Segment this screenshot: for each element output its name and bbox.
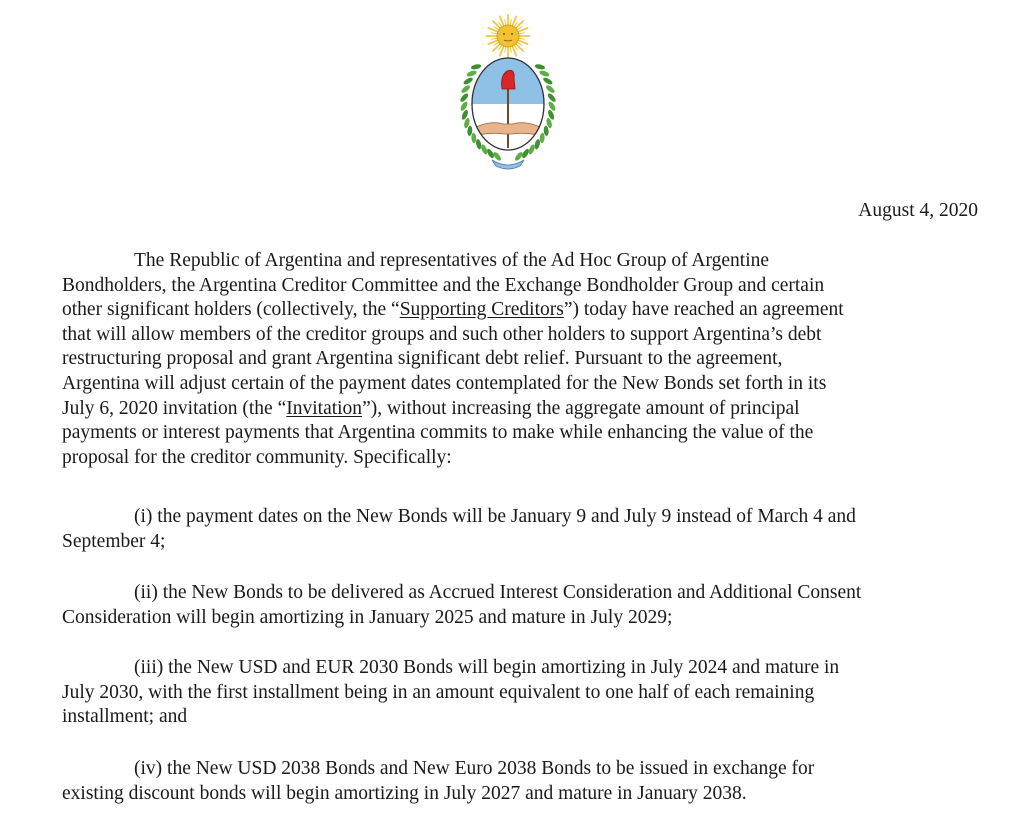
ribbon bbox=[492, 160, 524, 169]
paragraph-line: September 4; bbox=[62, 530, 166, 552]
argentina-coat-of-arms-icon bbox=[452, 10, 564, 176]
intro-paragraph bbox=[62, 249, 972, 470]
paragraph-line: (i) the payment dates on the New Bonds will be January 9 and July 9 instead of March 4 and bbox=[134, 506, 856, 527]
paragraph-line: installment; and bbox=[62, 706, 188, 728]
paragraph-line: July 6, 2020 invitation (the “Invitation”), without increasing the aggregate amount of principal bbox=[62, 397, 800, 419]
shield bbox=[470, 56, 546, 152]
list-item-iii bbox=[62, 656, 972, 730]
paragraph-line: Argentina will adjust certain of the payment dates contemplated for the New Bonds set forth in its bbox=[62, 372, 827, 394]
paragraph-line: (ii) the New Bonds to be delivered as Accrued Interest Consideration and Additional Consent bbox=[134, 582, 862, 603]
list-item-ii bbox=[62, 581, 972, 630]
sun-icon bbox=[497, 25, 519, 47]
paragraph-line: The Republic of Argentina and representatives of the Ad Hoc Group of Argentine bbox=[134, 250, 770, 271]
list-item-i bbox=[62, 505, 972, 554]
paragraph-line: proposal for the creditor community. Specifically: bbox=[62, 446, 452, 468]
paragraph-line: restructuring proposal and grant Argentina significant debt relief. Pursuant to the agreement, bbox=[62, 348, 783, 370]
paragraph-line: that will allow members of the creditor groups and such other holders to support Argentina’s debt bbox=[62, 323, 822, 345]
defined-term-invitation: Invitation bbox=[286, 397, 363, 419]
paragraph-line: July 2030, with the first installment being in an amount equivalent to one half of each remaining bbox=[62, 681, 815, 703]
paragraph-line: payments or interest payments that Argentina commits to make while enhancing the value of the bbox=[62, 422, 814, 444]
paragraph-line: (iii) the New USD and EUR 2030 Bonds will begin amortizing in July 2024 and mature in bbox=[134, 657, 840, 678]
letter-date: August 4, 2020 bbox=[858, 200, 978, 221]
clasped-hands-icon bbox=[474, 123, 542, 136]
paragraph-line: Consideration will begin amortizing in January 2025 and mature in July 2029; bbox=[62, 606, 673, 628]
paragraph-line: existing discount bonds will begin amortizing in July 2027 and mature in January 2038. bbox=[62, 782, 747, 804]
paragraph-line: (iv) the New USD 2038 Bonds and New Euro 2038 Bonds to be issued in exchange for bbox=[134, 758, 815, 779]
defined-term-supporting-creditors: Supporting Creditors bbox=[399, 299, 564, 321]
paragraph-line: Bondholders, the Argentina Creditor Committee and the Exchange Bondholder Group and certain bbox=[62, 274, 825, 296]
list-item-iv bbox=[62, 757, 972, 806]
paragraph-line: other significant holders (collectively, the “Supporting Creditors”) today have reached an agreement bbox=[62, 299, 844, 321]
